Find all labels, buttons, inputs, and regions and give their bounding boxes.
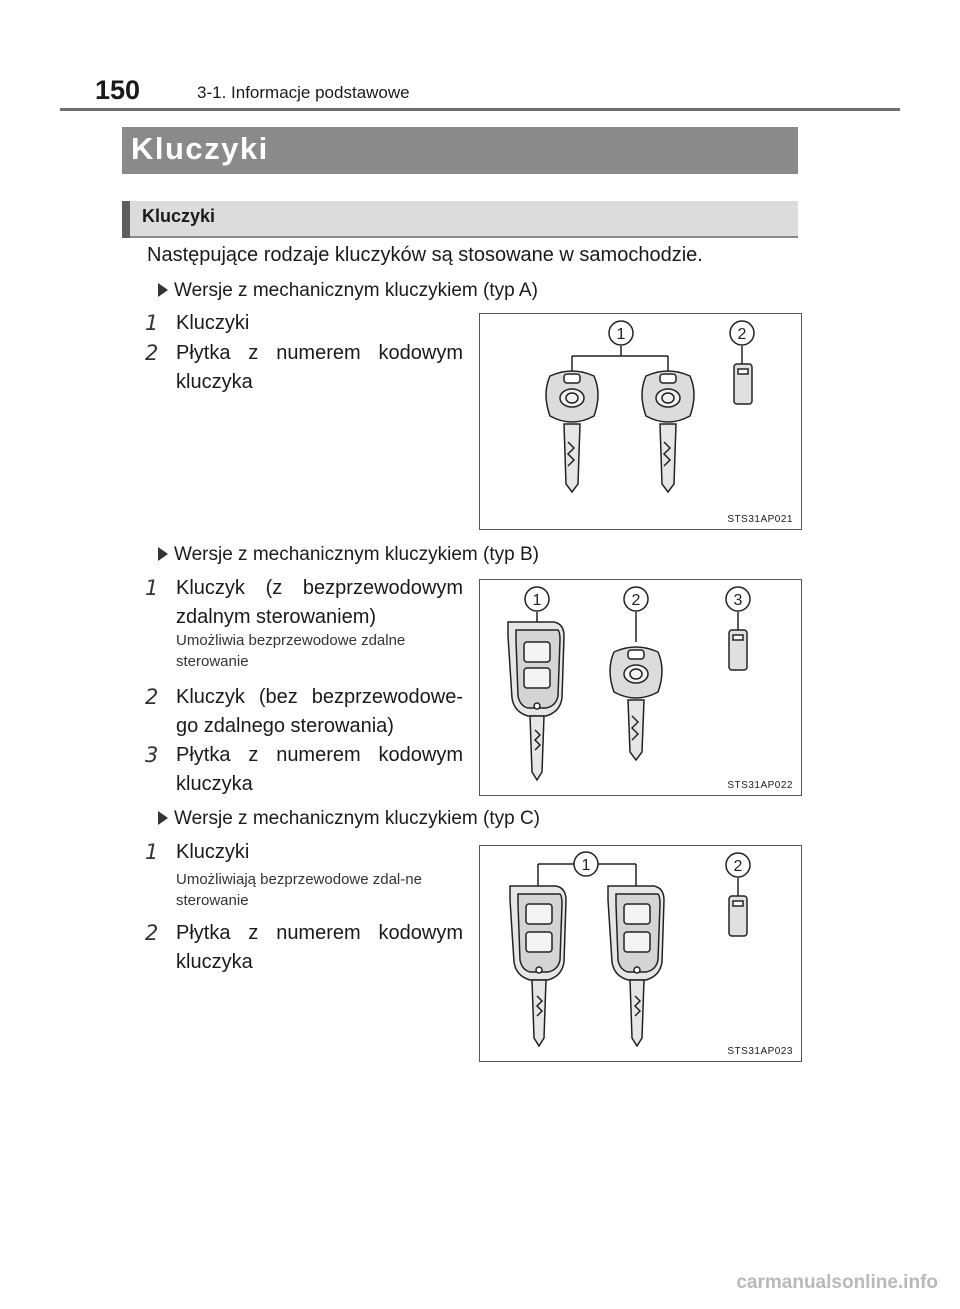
intro-text: Następujące rodzaje kluczyków są stosowane w samochodzie. <box>147 244 703 266</box>
item-number: 2 <box>145 921 159 945</box>
bullet-triangle-icon <box>158 547 168 561</box>
list-item <box>145 683 463 741</box>
type-b-heading-text: Wersje z mechanicznym kluczykiem (typ B) <box>174 544 539 565</box>
subsection-bar <box>122 201 798 238</box>
watermark: carmanualsonline.info <box>736 1272 938 1293</box>
key-number-plate-icon <box>729 630 747 670</box>
subsection-title: Kluczyki <box>142 206 216 226</box>
remote-key-icon <box>508 622 564 780</box>
list-item <box>145 838 463 867</box>
type-c-heading <box>158 808 540 830</box>
keys-illustration <box>480 846 801 1061</box>
item-number: 2 <box>145 341 159 365</box>
figure-code: STS31AP022 <box>727 780 793 791</box>
item-note: Umożliwiają bezprzewodowe zdal-ne sterowanie <box>176 871 422 909</box>
list-item <box>145 309 463 338</box>
item-text: Płytka z numerem kodowym kluczyka <box>176 744 463 795</box>
list-item <box>145 574 463 632</box>
section-title: Kluczyki <box>131 131 269 166</box>
item-text: Kluczyk (bez bezprzewodowe-go zdalnego sterowania) <box>176 686 463 737</box>
figure-callout: 3 <box>733 592 743 609</box>
item-text: Kluczyk (z bezprzewodowym zdalnym sterowaniem) <box>176 577 463 628</box>
figure-callout: 2 <box>631 592 641 609</box>
key-icon <box>610 647 662 760</box>
keys-illustration <box>480 314 801 529</box>
figure-callout: 1 <box>616 326 626 343</box>
item-number: 1 <box>145 840 159 864</box>
list-item <box>145 741 463 799</box>
item-number: 1 <box>145 311 159 335</box>
figure-code: STS31AP021 <box>727 514 793 525</box>
list-item <box>145 339 463 397</box>
figure-type-b <box>479 579 802 796</box>
key-icon <box>546 371 598 492</box>
key-icon <box>642 371 694 492</box>
figure-code: STS31AP023 <box>727 1046 793 1057</box>
key-number-plate-icon <box>729 896 747 936</box>
item-text: Płytka z numerem kodowym kluczyka <box>176 922 463 973</box>
chapter-title: 3-1. Informacje podstawowe <box>197 83 410 102</box>
bullet-triangle-icon <box>158 283 168 297</box>
remote-key-icon <box>510 886 566 1046</box>
header-rule <box>60 108 900 111</box>
figure-callout: 2 <box>737 326 747 343</box>
keys-illustration <box>480 580 801 795</box>
figure-type-c <box>479 845 802 1062</box>
item-text: Płytka z numerem kodowym kluczyka <box>176 342 463 393</box>
figure-callout: 2 <box>733 858 743 875</box>
item-number: 2 <box>145 685 159 709</box>
figure-callout: 1 <box>581 857 591 874</box>
type-a-heading <box>158 280 538 302</box>
type-b-heading <box>158 544 539 566</box>
item-note: Umożliwia bezprzewodowe zdalne sterowanie <box>176 632 406 670</box>
item-number: 3 <box>145 743 159 767</box>
item-number: 1 <box>145 576 159 600</box>
page-number: 150 <box>95 75 141 105</box>
item-text: Kluczyki <box>176 841 250 863</box>
item-text: Kluczyki <box>176 312 250 334</box>
figure-callout: 1 <box>532 592 542 609</box>
type-c-heading-text: Wersje z mechanicznym kluczykiem (typ C) <box>174 808 541 829</box>
bullet-triangle-icon <box>158 811 168 825</box>
figure-type-a <box>479 313 802 530</box>
type-a-heading-text: Wersje z mechanicznym kluczykiem (typ A) <box>174 280 538 301</box>
remote-key-icon <box>608 886 664 1046</box>
subsection-accent <box>122 201 130 238</box>
list-item <box>145 919 463 977</box>
key-number-plate-icon <box>734 364 752 404</box>
